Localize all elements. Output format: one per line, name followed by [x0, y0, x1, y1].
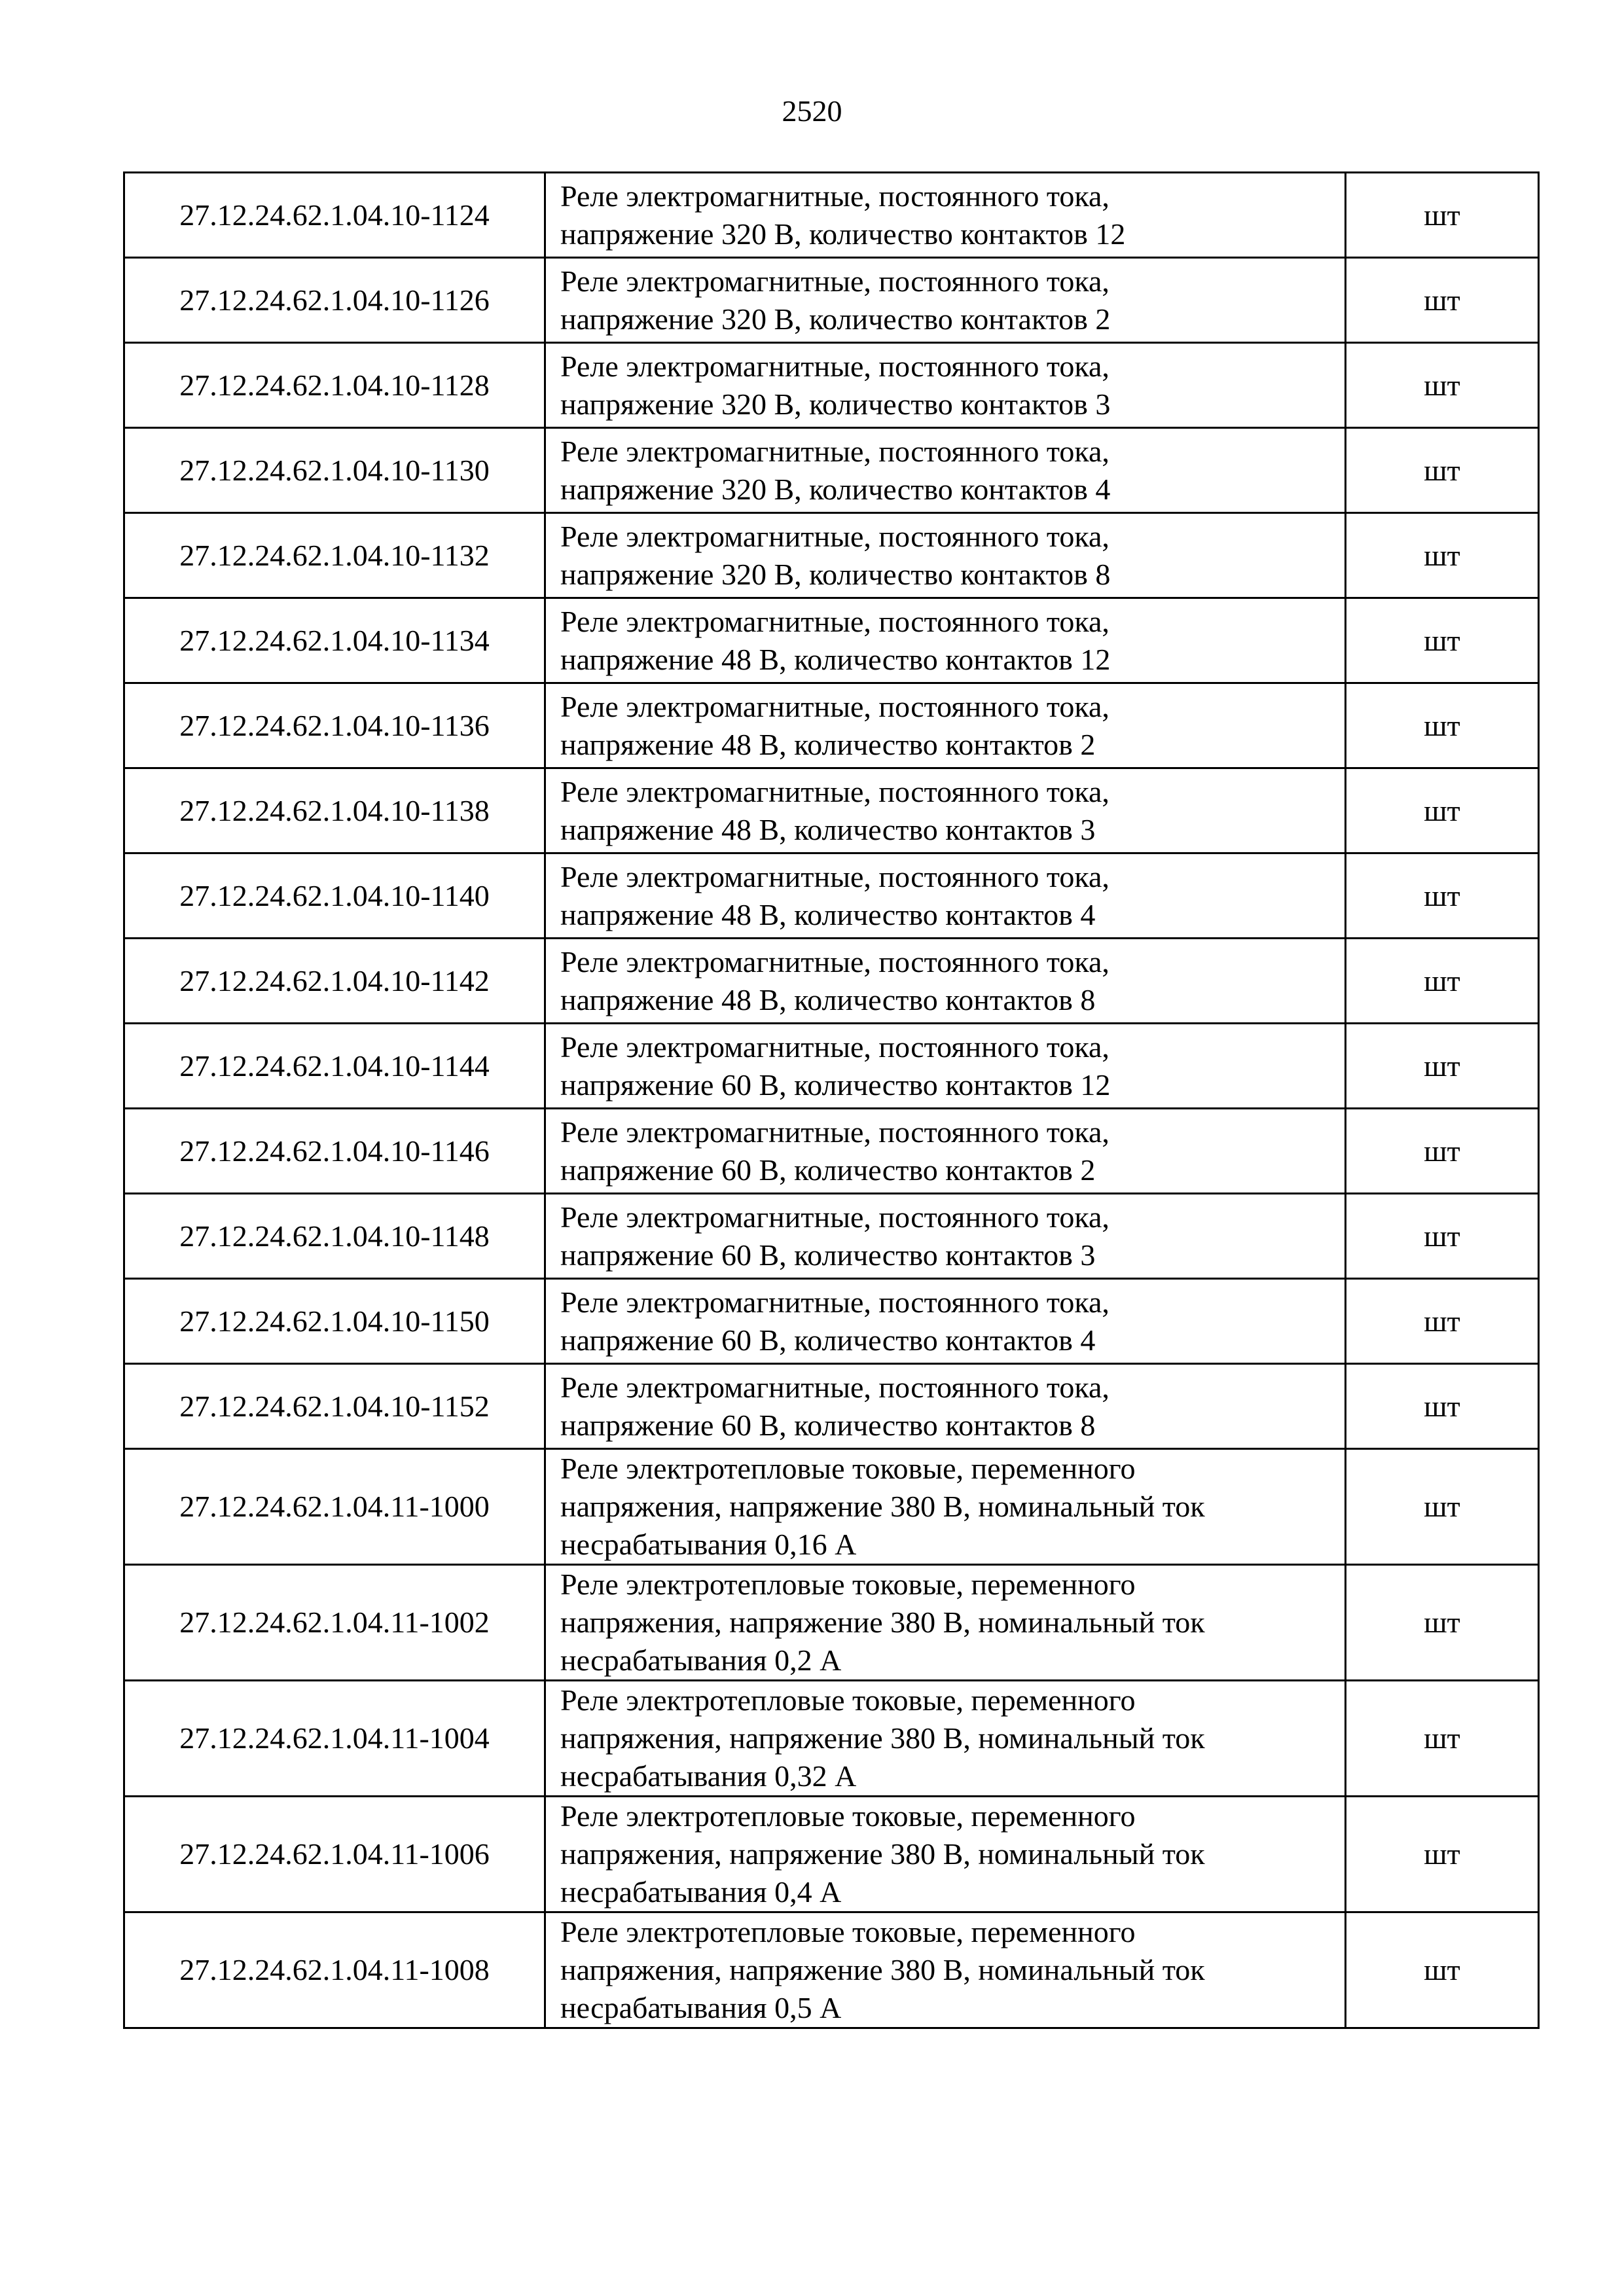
product-code-cell: 27.12.24.62.1.04.11-1008	[124, 1912, 545, 2028]
product-code-cell: 27.12.24.62.1.04.10-1128	[124, 343, 545, 428]
table-row	[124, 513, 1539, 598]
description-line: Реле электромагнитные, постоянного тока,	[560, 1115, 1110, 1149]
description-line: Реле электромагнитные, постоянного тока,	[560, 1200, 1110, 1234]
product-description-cell	[545, 939, 1346, 1024]
product-code-cell: 27.12.24.62.1.04.10-1130	[124, 428, 545, 513]
unit-cell: шт	[1346, 683, 1539, 768]
unit-cell: шт	[1346, 513, 1539, 598]
description-line: Реле электромагнитные, постоянного тока,	[560, 1285, 1110, 1319]
description-line: напряжения, напряжение 380 В, номинальный ток	[560, 1490, 1205, 1523]
description-line: Реле электромагнитные, постоянного тока,	[560, 774, 1110, 808]
description-line: напряжение 320 В, количество контактов 3	[560, 387, 1111, 421]
description-line: напряжение 48 В, количество контактов 12	[560, 642, 1111, 676]
description-line: напряжение 48 В, количество контактов 2	[560, 727, 1096, 761]
unit-cell: шт	[1346, 258, 1539, 343]
product-code-cell: 27.12.24.62.1.04.11-1000	[124, 1449, 545, 1565]
unit-cell: шт	[1346, 1024, 1539, 1109]
description-line: напряжение 60 В, количество контактов 4	[560, 1323, 1096, 1357]
product-description-cell	[545, 1797, 1346, 1912]
unit-cell: шт	[1346, 1279, 1539, 1364]
table-row	[124, 1109, 1539, 1194]
unit-cell: шт	[1346, 598, 1539, 683]
product-code-cell: 27.12.24.62.1.04.10-1134	[124, 598, 545, 683]
table-row	[124, 1797, 1539, 1912]
description-line: Реле электромагнитные, постоянного тока,	[560, 604, 1110, 638]
product-description-cell	[545, 258, 1346, 343]
description-line: Реле электромагнитные, постоянного тока,	[560, 689, 1110, 723]
product-description-cell	[545, 1194, 1346, 1279]
product-description-cell	[545, 1912, 1346, 2028]
description-line: напряжение 60 В, количество контактов 8	[560, 1408, 1096, 1442]
unit-cell: шт	[1346, 1449, 1539, 1565]
description-line: напряжение 48 В, количество контактов 8	[560, 982, 1096, 1016]
description-line: Реле электромагнитные, постоянного тока,	[560, 1030, 1110, 1064]
product-description-cell	[545, 768, 1346, 853]
unit-cell: шт	[1346, 173, 1539, 258]
table-row	[124, 258, 1539, 343]
product-code-cell: 27.12.24.62.1.04.11-1002	[124, 1565, 545, 1681]
unit-cell: шт	[1346, 1797, 1539, 1912]
unit-cell: шт	[1346, 1681, 1539, 1797]
description-line: напряжение 320 В, количество контактов 2	[560, 302, 1111, 336]
product-code-cell: 27.12.24.62.1.04.11-1004	[124, 1681, 545, 1797]
product-code-cell: 27.12.24.62.1.04.10-1138	[124, 768, 545, 853]
product-code-cell: 27.12.24.62.1.04.10-1150	[124, 1279, 545, 1364]
description-line: напряжение 320 В, количество контактов 12	[560, 217, 1126, 251]
product-description-cell	[545, 1279, 1346, 1364]
product-code-cell: 27.12.24.62.1.04.10-1126	[124, 258, 545, 343]
unit-cell: шт	[1346, 428, 1539, 513]
product-description-cell	[545, 1024, 1346, 1109]
product-description-cell	[545, 1449, 1346, 1565]
product-code-cell: 27.12.24.62.1.04.10-1140	[124, 853, 545, 939]
description-line: Реле электротепловые токовые, переменного	[560, 1452, 1136, 1485]
description-line: Реле электромагнитные, постоянного тока,	[560, 1370, 1110, 1404]
table-row	[124, 939, 1539, 1024]
product-description-cell	[545, 598, 1346, 683]
product-code-cell: 27.12.24.62.1.04.10-1148	[124, 1194, 545, 1279]
description-line: напряжение 60 В, количество контактов 12	[560, 1067, 1111, 1102]
table-row	[124, 1912, 1539, 2028]
product-description-cell	[545, 343, 1346, 428]
table-row	[124, 853, 1539, 939]
unit-cell: шт	[1346, 768, 1539, 853]
table-row	[124, 1449, 1539, 1565]
product-code-cell: 27.12.24.62.1.04.10-1146	[124, 1109, 545, 1194]
description-line: напряжение 60 В, количество контактов 3	[560, 1238, 1096, 1272]
table-row	[124, 683, 1539, 768]
table-row	[124, 1024, 1539, 1109]
description-line: Реле электромагнитные, постоянного тока,	[560, 859, 1110, 893]
product-code-cell: 27.12.24.62.1.04.10-1144	[124, 1024, 545, 1109]
description-line: напряжения, напряжение 380 В, номинальный ток	[560, 1837, 1205, 1871]
description-line: несрабатывания 0,4 А	[560, 1875, 842, 1909]
table-row	[124, 768, 1539, 853]
description-line: Реле электромагнитные, постоянного тока,	[560, 349, 1110, 383]
table-row	[124, 428, 1539, 513]
table-row	[124, 173, 1539, 258]
table-row	[124, 1194, 1539, 1279]
description-line: напряжение 48 В, количество контактов 3	[560, 812, 1096, 846]
product-description-cell	[545, 1565, 1346, 1681]
product-code-cell: 27.12.24.62.1.04.10-1136	[124, 683, 545, 768]
description-line: напряжения, напряжение 380 В, номинальный ток	[560, 1953, 1205, 1986]
description-line: Реле электротепловые токовые, переменного	[560, 1915, 1136, 1948]
description-line: несрабатывания 0,2 А	[560, 1643, 842, 1677]
table-row	[124, 1565, 1539, 1681]
description-line: Реле электромагнитные, постоянного тока,	[560, 179, 1110, 213]
description-line: Реле электромагнитные, постоянного тока,	[560, 519, 1110, 553]
unit-cell: шт	[1346, 1912, 1539, 2028]
product-description-cell	[545, 428, 1346, 513]
product-code-cell: 27.12.24.62.1.04.10-1152	[124, 1364, 545, 1449]
table-row	[124, 1681, 1539, 1797]
page-number: 2520	[782, 94, 842, 128]
unit-cell: шт	[1346, 939, 1539, 1024]
product-description-cell	[545, 173, 1346, 258]
unit-cell: шт	[1346, 343, 1539, 428]
catalog-table-body	[124, 173, 1539, 2028]
product-code-cell: 27.12.24.62.1.04.10-1132	[124, 513, 545, 598]
table-row	[124, 598, 1539, 683]
unit-cell: шт	[1346, 853, 1539, 939]
unit-cell: шт	[1346, 1565, 1539, 1681]
description-line: Реле электротепловые токовые, переменного	[560, 1799, 1136, 1833]
description-line: Реле электромагнитные, постоянного тока,	[560, 944, 1110, 978]
description-line: напряжения, напряжение 380 В, номинальный ток	[560, 1721, 1205, 1755]
product-description-cell	[545, 853, 1346, 939]
unit-cell: шт	[1346, 1109, 1539, 1194]
unit-cell: шт	[1346, 1194, 1539, 1279]
product-code-cell: 27.12.24.62.1.04.10-1124	[124, 173, 545, 258]
description-line: напряжение 320 В, количество контактов 4	[560, 472, 1111, 506]
product-description-cell	[545, 683, 1346, 768]
description-line: несрабатывания 0,16 А	[560, 1528, 857, 1561]
description-line: несрабатывания 0,5 А	[560, 1991, 842, 2024]
description-line: Реле электротепловые токовые, переменного	[560, 1683, 1136, 1717]
product-description-cell	[545, 513, 1346, 598]
product-description-cell	[545, 1364, 1346, 1449]
description-line: Реле электромагнитные, постоянного тока,	[560, 264, 1110, 298]
description-line: напряжение 48 В, количество контактов 4	[560, 897, 1096, 931]
description-line: напряжения, напряжение 380 В, номинальный ток	[560, 1605, 1205, 1639]
product-code-cell: 27.12.24.62.1.04.11-1006	[124, 1797, 545, 1912]
description-line: Реле электромагнитные, постоянного тока,	[560, 434, 1110, 468]
description-line: Реле электротепловые токовые, переменного	[560, 1568, 1136, 1601]
table-row	[124, 343, 1539, 428]
description-line: напряжение 320 В, количество контактов 8	[560, 557, 1111, 591]
product-description-cell	[545, 1109, 1346, 1194]
description-line: напряжение 60 В, количество контактов 2	[560, 1153, 1096, 1187]
unit-cell: шт	[1346, 1364, 1539, 1449]
table-row	[124, 1279, 1539, 1364]
product-code-cell: 27.12.24.62.1.04.10-1142	[124, 939, 545, 1024]
description-line: несрабатывания 0,32 А	[560, 1759, 857, 1793]
product-description-cell	[545, 1681, 1346, 1797]
catalog-table	[123, 171, 1540, 2029]
table-row	[124, 1364, 1539, 1449]
